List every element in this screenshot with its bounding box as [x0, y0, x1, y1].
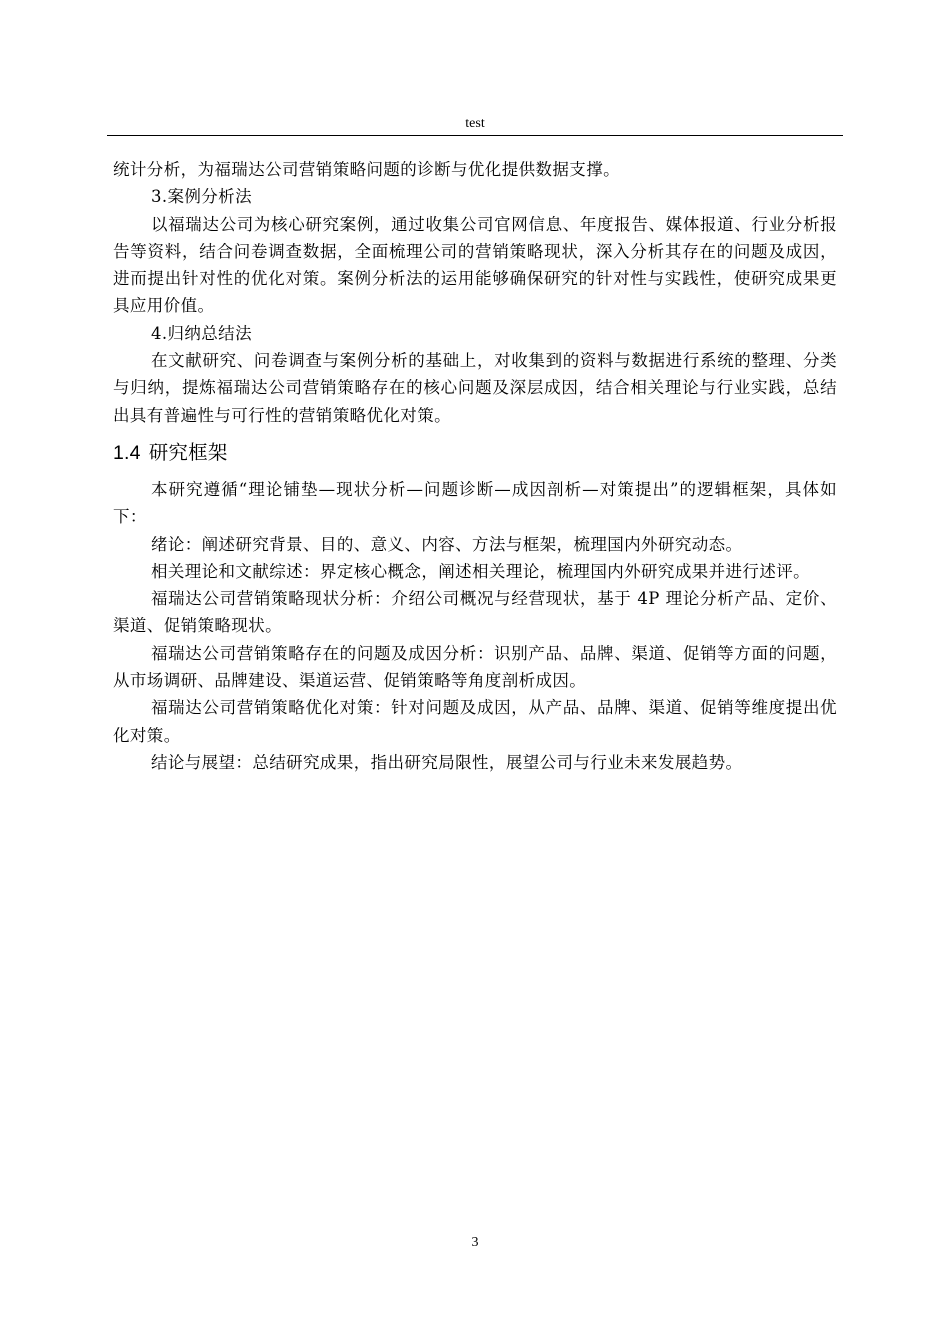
method-4-title: 4.归纳总结法 [150, 323, 252, 343]
framework-item-3: 福瑞达公司营销策略现状分析：介绍公司概况与经营现状，基于 4P 理论分析产品、定价、渠道、促销策略现状。 [113, 589, 837, 636]
framework-item-4: 福瑞达公司营销策略存在的问题及成因分析：识别产品、品牌、渠道、促销等方面的问题，从市场调研、品牌建设、渠道运营、促销策略等角度剖析成因。 [113, 643, 837, 691]
page-number: 3 [471, 1235, 479, 1250]
framework-item-6: 结论与展望：总结研究成果，指出研究局限性，展望公司与行业未来发展趋势。 [150, 752, 743, 772]
section-heading [113, 439, 837, 467]
framework-item-2: 相关理论和文献综述：界定核心概念，阐述相关理论，梳理国内外研究成果并进行述评。 [150, 561, 811, 581]
framework-item-5: 福瑞达公司营销策略优化对策：针对问题及成因，从产品、品牌、渠道、促销等维度提出优化对策。 [113, 698, 837, 745]
method-3-text: 以福瑞达公司为核心研究案例，通过收集公司官网信息、年度报告、媒体报道、行业分析报告等资料，结合问卷调查数据，全面梳理公司的营销策略现状，深入分析其存在的问题及成因，进而提出针对性的优化对策。案例分析法的运用能够确保研究的针对性与实践性，使研究成果更具应用价值。 [113, 214, 837, 316]
method-4-text: 在文献研究、问卷调查与案例分析的基础上，对收集到的资料与数据进行系统的整理、分类与归纳，提炼福瑞达公司营销策略存在的核心问题及深层成因，结合相关理论与行业实践，总结出具有普遍性与可行性的营销策略优化对策。 [113, 351, 837, 425]
page-header: test [465, 116, 485, 131]
header-divider [107, 135, 843, 136]
section-number: 1.4 [113, 441, 141, 464]
framework-intro: 本研究遵循“理论铺垫—现状分析—问题诊断—成因剖析—对策提出”的逻辑框架，具体如下： [113, 479, 837, 527]
document-body [113, 156, 837, 776]
section-title: 研究框架 [148, 440, 228, 464]
framework-item-1: 绪论：阐述研究背景、目的、意义、内容、方法与框架，梳理国内外研究动态。 [150, 534, 743, 554]
method-3-title: 3.案例分析法 [150, 187, 252, 207]
paragraph-continued: 统计分析，为福瑞达公司营销策略问题的诊断与优化提供数据支撑。 [113, 160, 620, 179]
